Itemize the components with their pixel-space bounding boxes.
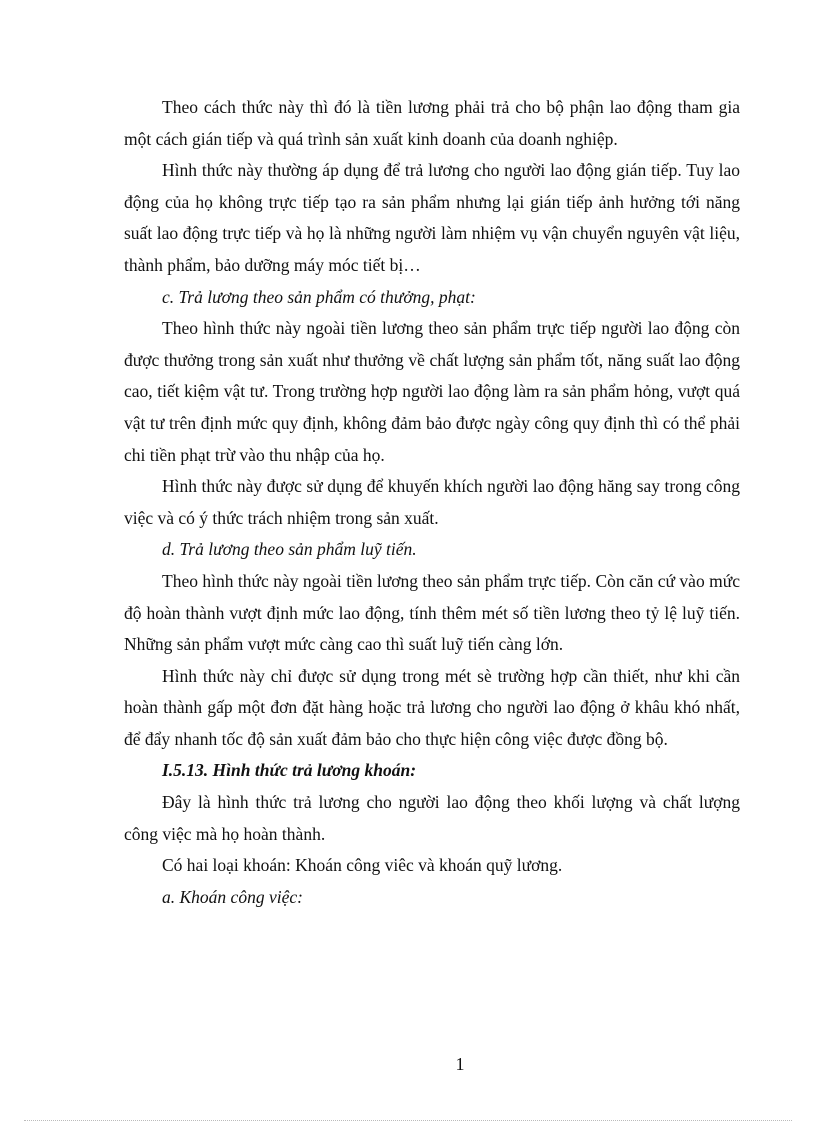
paragraph-indirect-payment: Theo cách thức này thì đó là tiền lương phải trả cho bộ phận lao động tham gia một cách gián tiếp và quá trình sản xuất kinh doanh của doanh nghiệp. (124, 97, 740, 149)
subheading-bonus-penalty: c. Trả lương theo sản phẩm có thưởng, phạt: (162, 286, 476, 307)
subheading-job-contract: a. Khoán công việc: (162, 886, 303, 907)
paragraph-progressive: Theo hình thức này ngoài tiền lương theo sản phẩm trực tiếp. Còn căn cứ vào mức độ hoàn thành vượt định mức lao động, tính thêm mét số tiền lương theo tỷ lệ luỹ tiến. Những sản phẩm vượt mức càng cao thì suất luỹ tiến càng lớn. (124, 570, 740, 655)
document-body (124, 92, 740, 913)
paragraph-contract-types: Có hai loại khoán: Khoán công viêc và khoán quỹ lương. (162, 855, 563, 876)
paragraph-contract-definition: Đây là hình thức trả lương cho người lao động theo khối lượng và chất lượng công việc mà họ hoàn thành. (124, 792, 740, 844)
paragraph-progressive-usage: Hình thức này chỉ được sử dụng trong mét sè trường hợp cần thiết, như khi cần hoàn thành gấp một đơn đặt hàng hoặc trả lương cho người lao động ở khâu khó nhất, để đẩy nhanh tốc độ sản xuất đảm bảo cho thực hiện công việc được đồng bộ. (124, 665, 740, 749)
section-heading-contract-wage: I.5.13. Hình thức trả lương khoán: (162, 760, 417, 781)
paragraph-indirect-workers: Hình thức này thường áp dụng để trả lương cho người lao động gián tiếp. Tuy lao động của họ không trực tiếp tạo ra sản phẩm nhưng lại gián tiếp ảnh hưởng tới năng suất lao động trực tiếp và họ là những người làm nhiệm vụ vận chuyển nguyên vật liệu, thành phẩm, bảo dưỡng máy móc tiết bị… (124, 160, 740, 275)
subheading-progressive: d. Trả lương theo sản phẩm luỹ tiến. (162, 539, 417, 560)
paragraph-motivation: Hình thức này được sử dụng để khuyến khích người lao động hăng say trong công việc và có ý thức trách nhiệm trong sản xuất. (124, 476, 740, 528)
page-number: 1 (455, 1054, 465, 1074)
paragraph-bonus-penalty: Theo hình thức này ngoài tiền lương theo sản phẩm trực tiếp người lao động còn được thưởng trong sản xuất như thưởng về chất lượng sản phẩm tốt, năng suất lao động cao, tiết kiệm vật tư. Trong trường hợp người lao động làm ra sản phẩm hỏng, vượt quá vật tư trên định mức quy định, không đảm bảo được ngày công quy định thì có thể phải chi tiền phạt trừ vào thu nhập của họ. (124, 318, 740, 465)
page-bottom-divider (24, 1120, 792, 1121)
